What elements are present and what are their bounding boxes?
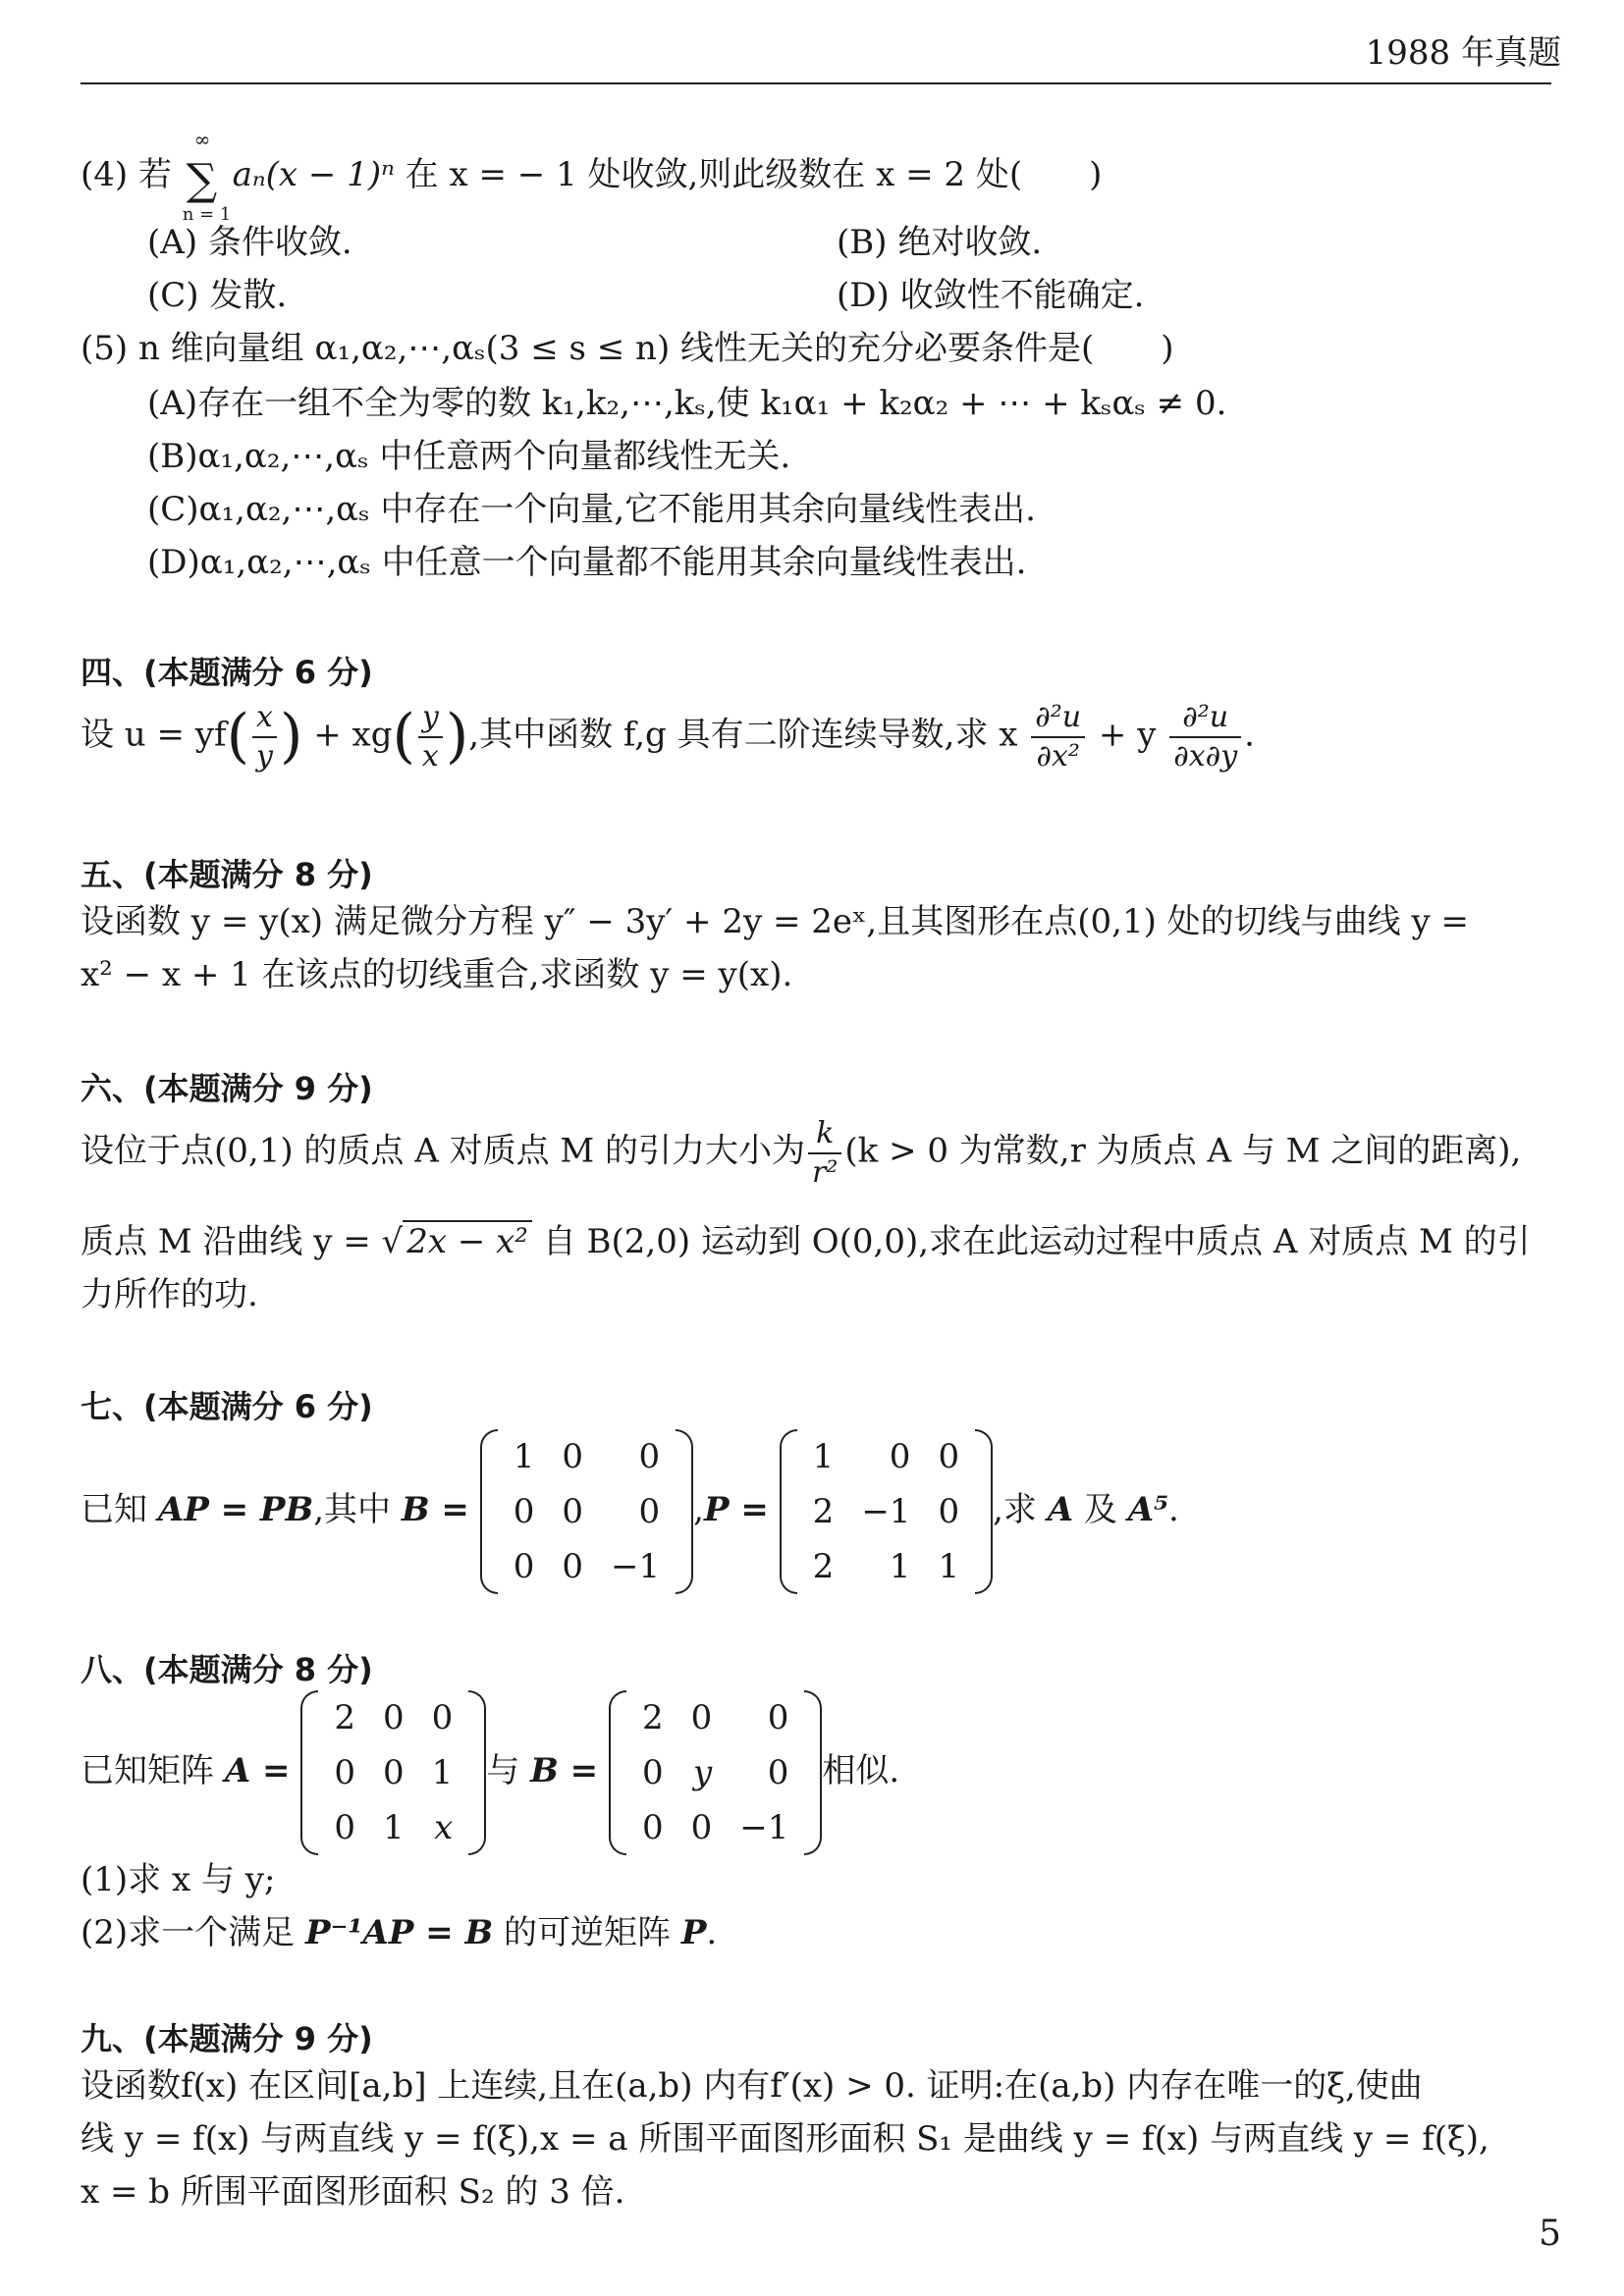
summation-symbol [182,128,232,225]
left-paren: ( [226,702,250,771]
matrix-cell: 1 [382,1807,405,1847]
matrix-row [628,1745,802,1800]
s4-text-2: + xg [313,715,393,755]
matrix-b [480,1429,693,1594]
fraction-d2u-dx2 [1031,699,1085,774]
matrix-row [628,1800,802,1855]
matrix-row [320,1745,466,1800]
matrix-cell: 0 [767,1752,789,1792]
header-rule [81,82,1551,84]
section-8-title: 八、(本题满分 8 分) [81,1651,373,1688]
section-9-line-1: 设函数f(x) 在区间[a,b] 上连续,且在(a,b) 内有f′(x) > 0. 证明:在(a,b) 内存在唯一的ξ,使曲 [81,2066,1423,2106]
matrix-row [628,1690,802,1745]
matrix-cell: 0 [334,1752,355,1792]
q4-lead: (4) 若 [81,155,172,194]
section-6-title: 六、(本题满分 9 分) [81,1070,373,1107]
section-5-line-1: 设函数 y = y(x) 满足微分方程 y″ − 3y′ + 2y = 2eˣ,且其图形在点(0,1) 处的切线与曲线 y = [81,902,1469,941]
section-4-title: 四、(本题满分 6 分) [81,654,373,691]
s6-text-4: 自 B(2,0) 运动到 O(0,0),求在此运动过程中质点 A 对质点 M 的引 [531,1222,1531,1261]
frac-den: x [421,738,439,774]
matrix-b-label: B = [401,1490,469,1529]
section-7-body [81,1429,1179,1594]
q4-option-c: (C) 发散. [147,276,288,315]
fraction-d2u-dxdy [1169,699,1241,774]
section-6-line-1 [81,1115,1521,1191]
fraction-k-over-r2 [808,1115,841,1191]
s8-p2-end: . [706,1913,718,1952]
matrix-cell: 1 [938,1546,960,1586]
matrix-cell: 0 [431,1697,454,1737]
q4-rest: 在 x = − 1 处收敛,则此级数在 x = 2 处( ) [394,155,1103,194]
s7-end: . [1168,1490,1179,1529]
matrix-row [500,1429,674,1484]
matrix-b [609,1690,822,1855]
s6-text-1: 设位于点(0,1) 的质点 A 对质点 M 的引力大小为 [81,1131,806,1171]
matrix-cell: 0 [562,1436,584,1476]
matrix-cell: −1 [861,1491,911,1531]
section-4-body [81,699,1255,774]
s8-tail: 相似. [822,1751,900,1790]
right-paren: ) [445,702,469,771]
q4-series: aₙ(x − 1)ⁿ [232,155,395,194]
matrix-cell: 0 [641,1752,664,1792]
section-9-title: 九、(本题满分 9 分) [81,2020,373,2057]
frac-num: k [808,1115,841,1154]
matrix-cell: 0 [382,1752,405,1792]
matrix-cell: −1 [739,1807,789,1847]
sqrt-radicand: 2x − x² [403,1220,532,1261]
s8-p2-text-1: (2)求一个满足 [81,1913,305,1952]
matrix-cell: 1 [431,1752,454,1792]
s4-text-5: . [1244,715,1255,755]
matrix-cell: 1 [812,1436,835,1476]
s7-a5: A⁵ [1127,1490,1168,1529]
q4-option-a: (A) 条件收敛. [147,223,352,262]
matrix-row [500,1539,674,1594]
matrix-cell: 0 [938,1436,960,1476]
matrix-cell: 0 [889,1436,911,1476]
frac-den: ∂x² [1036,738,1080,774]
matrix-row [500,1484,674,1539]
matrix-cell: 2 [812,1546,835,1586]
q5-option-a: (A)存在一组不全为零的数 k₁,k₂,⋯,kₛ,使 k₁α₁ + k₂α₂ + ⋯ + kₛαₛ ≠ 0. [147,384,1227,423]
sum-lower-limit: n = 1 [182,204,232,225]
left-paren: ( [392,702,415,771]
matrix-cell: 0 [690,1697,713,1737]
matrix-p [780,1429,993,1594]
section-5-line-2: x² − x + 1 在该点的切线重合,求函数 y = y(x). [81,955,793,994]
section-8-part-1: (1)求 x 与 y; [81,1860,276,1899]
matrix-cell: 2 [334,1697,355,1737]
matrix-cell: 0 [513,1546,535,1586]
s8-p2-equation: P⁻¹AP = B [304,1913,494,1952]
frac-num: y [418,699,443,738]
section-9-line-3: x = b 所围平面图形面积 S₂ 的 3 倍. [81,2172,625,2212]
fraction-y-over-x [418,699,443,774]
matrix-cell: −1 [611,1546,661,1586]
sigma-glyph: ∑ [186,155,218,205]
s8-mid: 与 [486,1751,531,1790]
s7-equation: AP = PB [157,1490,314,1529]
q5-stem: (5) n 维向量组 α₁,α₂,⋯,αₛ(3 ≤ s ≤ n) 线性无关的充分必要条件是( ) [81,329,1174,368]
matrix-cell: 1 [513,1436,535,1476]
section-7-title: 七、(本题满分 6 分) [81,1388,373,1425]
s8-lead: 已知矩阵 [81,1751,225,1790]
s4-text-4: + y [1098,715,1157,755]
s4-text-3: ,其中函数 f,g 具有二阶连续导数,求 x [468,715,1018,755]
matrix-cell: 0 [382,1697,405,1737]
matrix-row [799,1484,973,1539]
matrix-a-label: A = [224,1751,291,1790]
s7-lead: 已知 [81,1490,158,1529]
matrix-a [300,1690,486,1855]
matrix-cell: 0 [641,1807,664,1847]
matrix-cell: 2 [641,1697,664,1737]
q4-option-d: (D) 收敛性不能确定. [837,276,1145,315]
matrix-cell: 0 [562,1546,584,1586]
matrix-b-label: B = [530,1751,599,1790]
section-9-line-2: 线 y = f(x) 与两直线 y = f(ξ),x = a 所围平面图形面积 S₁ 是曲线 y = f(x) 与两直线 y = f(ξ), [81,2119,1489,2159]
section-8-body [81,1690,899,1855]
s7-tail-2: 及 [1073,1490,1128,1529]
matrix-row [799,1429,973,1484]
frac-den: r² [812,1154,839,1190]
matrix-cell: 0 [513,1491,535,1531]
matrix-cell: 0 [638,1436,661,1476]
q5-option-b: (B)α₁,α₂,⋯,αₛ 中任意两个向量都线性无关. [147,437,791,476]
frac-den: ∂x∂y [1173,738,1238,774]
q5-option-d: (D)α₁,α₂,⋯,αₛ 中任意一个向量都不能用其余向量线性表出. [147,543,1027,582]
matrix-cell: y [693,1752,713,1792]
right-paren: ) [279,702,303,771]
s7-tail-1: ,求 [993,1490,1048,1529]
frac-den: y [256,738,273,774]
section-6-line-3: 力所作的功. [81,1275,258,1314]
s8-p2-p: P [680,1913,707,1952]
q5-option-c: (C)α₁,α₂,⋯,αₛ 中存在一个向量,它不能用其余向量线性表出. [147,490,1036,529]
matrix-cell: 0 [334,1807,355,1847]
s8-p2-text-2: 的可逆矩阵 [493,1913,681,1952]
matrix-row [320,1800,466,1855]
s4-text-1: 设 u = yf [81,715,227,755]
page-header: 1988 年真题 [1365,33,1561,73]
s7-mid: ,其中 [313,1490,402,1529]
page-number: 5 [1539,2214,1561,2254]
matrix-cell: x [434,1807,454,1847]
sum-upper-limit: ∞ [193,128,211,151]
matrix-cell: 1 [889,1546,911,1586]
q4-stem [81,128,1103,225]
matrix-cell: 0 [767,1697,789,1737]
section-5-title: 五、(本题满分 8 分) [81,856,373,893]
s7-comma: , [693,1490,704,1529]
matrix-cell: 0 [938,1491,960,1531]
frac-num: ∂²u [1169,699,1241,738]
matrix-row [799,1539,973,1594]
frac-num: ∂²u [1031,699,1085,738]
matrix-cell: 0 [690,1807,713,1847]
matrix-cell: 0 [638,1491,661,1531]
section-6-line-2 [81,1221,1531,1263]
matrix-cell: 2 [812,1491,835,1531]
s6-text-3: 质点 M 沿曲线 y = √ [81,1222,404,1261]
s7-a: A [1047,1490,1074,1529]
fraction-x-over-y [252,699,277,774]
frac-num: x [252,699,277,738]
s6-text-2: (k > 0 为常数,r 为质点 A 与 M 之间的距离), [844,1131,1522,1171]
q4-option-b: (B) 绝对收敛. [837,223,1043,262]
section-8-part-2 [81,1912,717,1954]
matrix-p-label: P = [703,1490,769,1529]
matrix-row [320,1690,466,1745]
matrix-cell: 0 [562,1491,584,1531]
